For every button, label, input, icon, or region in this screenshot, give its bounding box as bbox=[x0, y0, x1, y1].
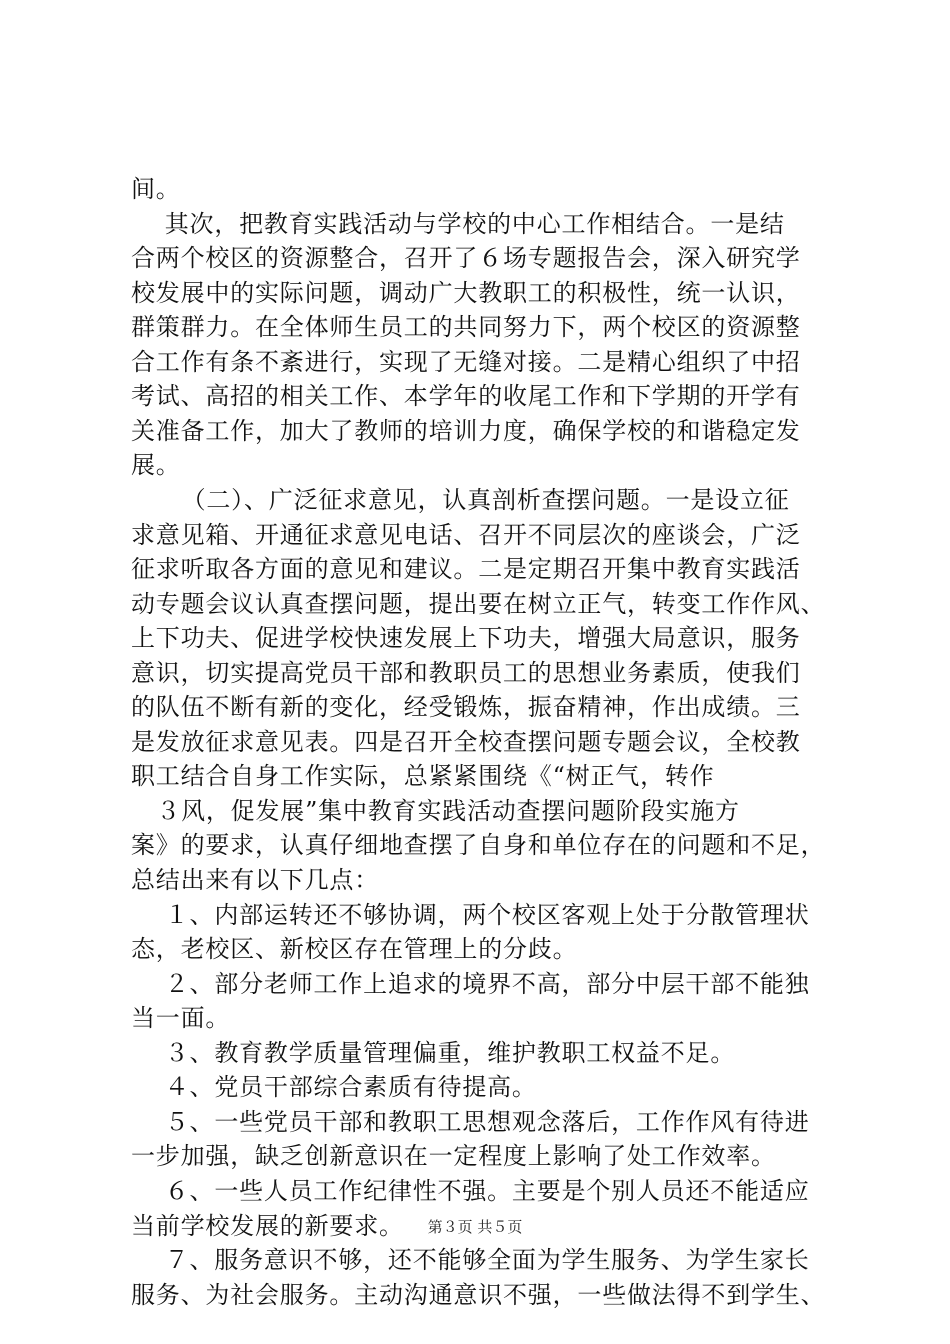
text-line: 总结出来有以下几点： bbox=[131, 866, 379, 894]
text-line: 合两个校区的资源整合，召开了６场专题报告会，深入研究学 bbox=[131, 244, 801, 273]
text-line: ３、教育教学质量管理偏重，维护教职工权益不足。 bbox=[131, 1038, 736, 1067]
text-line: 求意见箱、开通征求意见电话、召开不同层次的座谈会，广泛 bbox=[131, 520, 801, 549]
text-line: 一步加强，缺乏创新意识在一定程度上影响了处工作效率。 bbox=[131, 1142, 776, 1171]
text-line: 校发展中的实际问题，调动广大教职工的积极性，统一认识， bbox=[131, 278, 801, 307]
text-line: ６、一些人员工作纪律性不强。主要是个别人员还不能适应 bbox=[131, 1176, 810, 1205]
text-line: 案》的要求，认真仔细地查摆了自身和单位存在的问题和不足， bbox=[131, 831, 826, 860]
text-line: 上下功夫、促进学校快速发展上下功夫，增强大局意识，服务 bbox=[131, 624, 801, 653]
text-line: ２、部分老师工作上追求的境界不高，部分中层干部不能独 bbox=[131, 969, 810, 998]
text-line: ４、党员干部综合素质有待提高。 bbox=[131, 1073, 537, 1102]
text-line: 间。 bbox=[131, 175, 181, 203]
text-line: 动专题会议认真查摆问题，提出要在树立正气，转变工作作风、 bbox=[131, 589, 826, 618]
text-line: 关准备工作，加大了教师的培训力度，确保学校的和谐稳定发 bbox=[131, 416, 801, 445]
text-line: 其次，把教育实践活动与学校的中心工作相结合。一是结 bbox=[131, 209, 785, 238]
text-line: 考试、高招的相关工作、本学年的收尾工作和下学期的开学有 bbox=[131, 382, 801, 411]
page-footer: 第３页 共５页 bbox=[427, 1218, 523, 1236]
text-line: 的队伍不断有新的变化，经受锻炼，振奋精神，作出成绩。三 bbox=[131, 693, 801, 722]
text-line: 展。 bbox=[131, 451, 181, 480]
text-line: ５、一些党员干部和教职工思想观念落后，工作作风有待进 bbox=[131, 1107, 810, 1136]
text-line: 群策群力。在全体师生员工的共同努力下，两个校区的资源整 bbox=[131, 313, 801, 342]
text-line: 当一面。 bbox=[131, 1004, 231, 1033]
text-line: 态，老校区、新校区存在管理上的分歧。 bbox=[131, 935, 578, 964]
text-line: 征求听取各方面的意见和建议。二是定期召开集中教育实践活 bbox=[131, 555, 801, 584]
text-line: 意识，切实提高党员干部和教职员工的思想业务素质，使我们 bbox=[131, 658, 801, 687]
text-line: ７、服务意识不够，还不能够全面为学生服务、为学生家长 bbox=[131, 1246, 810, 1275]
text-line: （二）、广泛征求意见，认真剖析查摆问题。一是设立征 bbox=[131, 485, 790, 514]
text-line: ３风，促发展”集中教育实践活动查摆问题阶段实施方 bbox=[131, 796, 740, 825]
text-line: 合工作有条不紊进行，实现了无缝对接。二是精心组织了中招 bbox=[131, 347, 801, 376]
text-line: 当前学校发展的新要求。 bbox=[131, 1211, 404, 1240]
text-line: １、内部运转还不够协调，两个校区客观上处于分散管理状 bbox=[131, 900, 810, 929]
text-line: 是发放征求意见表。四是召开全校查摆问题专题会议，全校教 bbox=[131, 727, 801, 756]
text-line: 服务、为社会服务。主动沟通意识不强，一些做法得不到学生、 bbox=[131, 1280, 826, 1309]
text-line: 职工结合自身工作实际，总紧紧围绕《“树正气，转作 bbox=[131, 762, 715, 791]
